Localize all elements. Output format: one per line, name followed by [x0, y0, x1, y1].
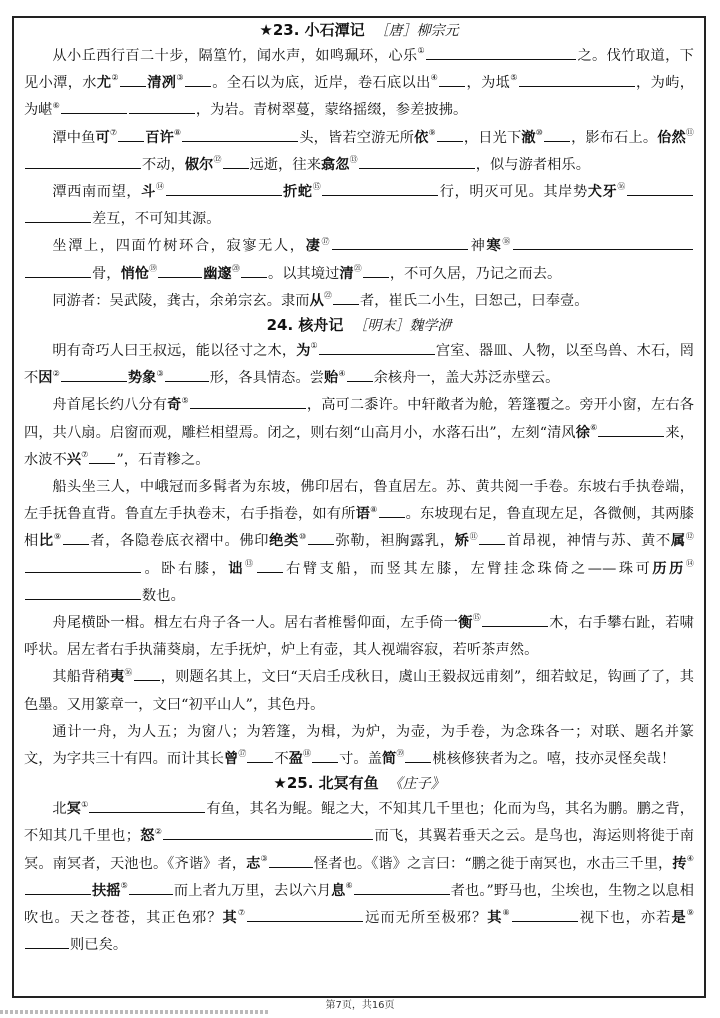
- answer-blank[interactable]: [182, 127, 298, 142]
- answer-blank[interactable]: [363, 263, 389, 278]
- answer-blank[interactable]: [163, 825, 373, 840]
- title-text: ★25. 北冥有鱼: [273, 774, 379, 793]
- answer-blank[interactable]: [158, 263, 202, 278]
- answer-blank[interactable]: [347, 367, 373, 382]
- title-text: 24. 核舟记: [266, 316, 344, 335]
- answer-blank[interactable]: [405, 748, 431, 763]
- answer-blank[interactable]: [25, 558, 141, 573]
- author-text: ［明末］魏学洢: [353, 318, 452, 335]
- answer-blank[interactable]: [25, 880, 91, 895]
- answer-blank[interactable]: [61, 99, 127, 114]
- answer-blank[interactable]: [257, 558, 283, 573]
- paragraph: 船头坐三人，中峨冠而多髯者为东坡，佛印居右，鲁直居左。苏、黄共阅一手卷。东坡右手执卷端，左手抚鲁直背。鲁直左手执卷末，右手指卷，如有所语⑧ 。东坡现右足，鲁直现左足，各微侧，其两膝相比⑨ 者，各隐卷底衣褶中。佛印绝类⑩ 弥勒，袒胸露乳，矫⑪ 首昂视，神情与苏、黄不属⑫。卧右膝，诎⑬ 右臂支船，而竖其左膝，左臂挂念珠倚之——珠可历历⑭数也。: [24, 479, 694, 604]
- answer-blank[interactable]: [333, 290, 359, 305]
- answer-blank[interactable]: [25, 585, 141, 600]
- paragraph: 北冥① 有鱼，其名为鲲。鲲之大，不知其几千里也；化而为鸟，其名为鹏。鹏之背，不知其几千里也；怒② 而飞，其翼若垂天之云。是鸟也，海运则将徙于南冥。南冥者，天池也。《齐谐》者，志③ 怪者也。《谐》之言曰：“鹏之徙于南冥也，水击三千里，抟④扶摇⑤ 而上者九万里，去以六月息⑥ 者也。”野马也，尘埃也，生物之以息相吹也。天之苍苍，其正色邪？其⑦ 远而无所至极邪？其⑧ 视下也，亦若是⑨则已矣。: [24, 799, 694, 954]
- answer-blank[interactable]: [63, 530, 89, 545]
- answer-blank[interactable]: [185, 72, 211, 87]
- answer-blank[interactable]: [512, 907, 578, 922]
- answer-blank[interactable]: [269, 853, 313, 868]
- answer-blank[interactable]: [482, 612, 548, 627]
- answer-blank[interactable]: [247, 748, 273, 763]
- answer-blank[interactable]: [118, 127, 144, 142]
- answer-blank[interactable]: [519, 72, 635, 87]
- section-title-25: [24, 773, 694, 794]
- section-title-23: [24, 20, 694, 41]
- answer-blank[interactable]: [426, 45, 576, 60]
- answer-blank[interactable]: [247, 907, 363, 922]
- answer-blank[interactable]: [120, 72, 146, 87]
- answer-blank[interactable]: [322, 181, 438, 196]
- author-text: ［唐］柳宗元: [374, 23, 459, 39]
- paragraph: 坐潭上，四面竹树环合，寂寥无人，凄⑰ 神寒⑱骨，悄怆⑲ 幽邃⑳ 。以其境过清$^㉑$ ，不可久居，乃记之而去。: [24, 233, 694, 287]
- answer-blank[interactable]: [61, 367, 127, 382]
- answer-blank[interactable]: [312, 748, 338, 763]
- answer-blank[interactable]: [134, 666, 160, 681]
- answer-blank[interactable]: [437, 127, 463, 142]
- paragraph: 其船背稍夷⑯ ，则题名其上，文曰“天启壬戌秋日，虞山王毅叔远甫刻”，细若蚊足，钩画了了，其色墨。又用篆章一，文曰“初平山人”，其色丹。: [24, 667, 694, 713]
- answer-blank[interactable]: [241, 263, 267, 278]
- bottom-rule: [0, 1010, 270, 1014]
- page-footer: 第7页，共16页: [325, 1000, 395, 1011]
- answer-blank[interactable]: [332, 235, 468, 250]
- answer-blank[interactable]: [129, 880, 173, 895]
- answer-blank[interactable]: [89, 449, 115, 464]
- answer-blank[interactable]: [544, 127, 570, 142]
- answer-blank[interactable]: [627, 181, 693, 196]
- answer-blank[interactable]: [598, 422, 664, 437]
- answer-blank[interactable]: [439, 72, 465, 87]
- answer-blank[interactable]: [223, 154, 249, 169]
- answer-blank[interactable]: [25, 208, 91, 223]
- answer-blank[interactable]: [166, 181, 282, 196]
- answer-blank[interactable]: [354, 880, 450, 895]
- worksheet-frame: [12, 16, 706, 998]
- paragraph: 潭中鱼可⑦ 百许⑧ 头，皆若空游无所依⑨ ，日光下澈⑩ ，影布石上。佁然⑪不动，俶尔⑫ 远逝，往来翕忽⑬ ，似与游者相乐。: [24, 125, 694, 179]
- section-title-24: [24, 315, 694, 336]
- paragraph: 同游者：吴武陵，龚古，余弟宗玄。隶而从$^㉒$ 者，崔氏二小生，曰恕己，曰奉壹。: [52, 291, 589, 309]
- answer-blank[interactable]: [319, 340, 435, 355]
- answer-blank[interactable]: [190, 394, 306, 409]
- paragraph: 舟尾横卧一楫。楫左右舟子各一人。居右者椎髻仰面，左手倚一衡⑮ 木，右手攀右趾，若啸呼状。居左者右手执蒲葵扇，左手抚炉，炉上有壶，其人视端容寂，若听茶声然。: [24, 613, 694, 659]
- answer-blank[interactable]: [25, 934, 69, 949]
- answer-blank[interactable]: [89, 798, 205, 813]
- answer-blank[interactable]: [513, 235, 693, 250]
- answer-blank[interactable]: [379, 503, 405, 518]
- paragraph: 明有奇巧人曰王叔远，能以径寸之木，为① 宫室、器皿、人物，以至鸟兽、木石，罔不因② 势象③ 形，各具情态。尝贻④ 余核舟一，盖大苏泛赤壁云。: [24, 341, 694, 387]
- title-text: ★23. 小石潭记: [259, 21, 365, 39]
- author-text: 《庄子》: [388, 776, 445, 793]
- answer-blank[interactable]: [25, 154, 141, 169]
- answer-blank[interactable]: [479, 530, 505, 545]
- paragraph: 潭西南而望，斗⑭ 折蛇⑮ 行，明灭可见。其岸势犬牙⑯差互，不可知其源。: [24, 179, 694, 233]
- answer-blank[interactable]: [359, 154, 475, 169]
- paragraph: 舟首尾长约八分有奇⑤ ，高可二黍许。中轩敞者为舱，箬篷覆之。旁开小窗，左右各四，共八扇。启窗而观，雕栏相望焉。闭之，则右刻“山高月小，水落石出”，左刻“清风徐⑥ 来，水波不兴⑦ ”，石青糁之。: [24, 395, 695, 468]
- answer-blank[interactable]: [129, 99, 195, 114]
- paragraph: 通计一舟，为人五；为窗八；为箬篷，为楫，为炉，为壶，为手卷，为念珠各一；对联、题名并篆文，为字共三十有四。而计其长曾⑰ 不盈⑱ 寸。盖简⑲ 桃核修狭者为之。嘻，技亦灵怪矣哉！: [24, 723, 694, 768]
- answer-blank[interactable]: [308, 530, 334, 545]
- answer-blank[interactable]: [165, 367, 209, 382]
- answer-blank[interactable]: [25, 263, 91, 278]
- paragraph: 从小丘西行百二十步，隔篁竹，闻水声，如鸣珮环，心乐① 之。伐竹取道，下见小潭，水尤② 清冽③ 。全石以为底，近岸，卷石底以出④ ，为坻⑤ ，为屿，为嵁⑥ ，为岩。青树翠蔓，蒙络摇缀，参差披拂。: [24, 46, 695, 119]
